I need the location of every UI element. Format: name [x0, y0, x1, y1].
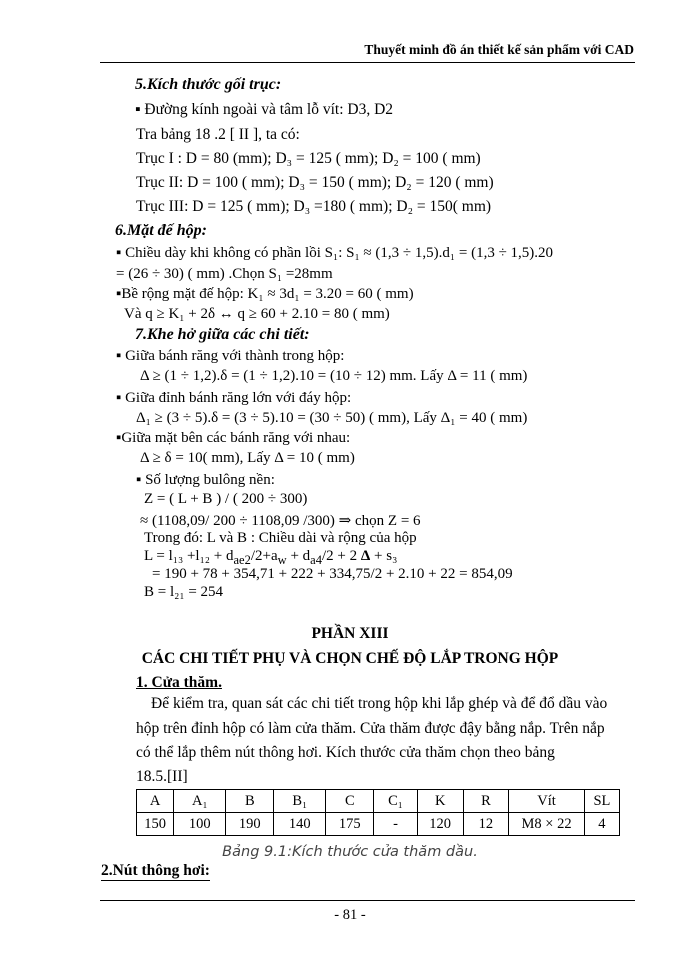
section7-line: Δ ≥ δ = 10( mm), Lấy Δ = 10 ( mm): [140, 450, 355, 466]
inspection-para-line: Để kiểm tra, quan sát các chi tiết trong hộp khi lắp ghép và để đổ dầu vào: [151, 695, 608, 712]
header-cell: B: [226, 790, 274, 813]
section7-line: Δ₁ ≥ (3 ÷ 5).δ = (3 ÷ 5).10 = (30 ÷ 50) ( mm), Lấy Δ₁ = 40 ( mm): [136, 410, 528, 426]
footer-rule: [100, 900, 635, 901]
inspection-para-line: 18.5.[II]: [136, 768, 188, 785]
section7-line: ▪ Giữa bánh răng với thành trong hộp:: [116, 348, 345, 364]
value-cell: 4: [584, 813, 619, 836]
part-subtitle: CÁC CHI TIẾT PHỤ VÀ CHỌN CHẾ ĐỘ LẮP TRONG HỘP: [141, 650, 559, 667]
value-cell: 120: [417, 813, 463, 836]
section7-line: ▪Giữa mặt bên các bánh răng với nhau:: [116, 430, 351, 446]
part-title: PHẦN XIII: [311, 625, 389, 642]
bolts-title: ▪ Số lượng bulông nền:: [136, 472, 275, 488]
header-cell: C: [326, 790, 374, 813]
shaft-row: Trục I : D = 80 (mm); D₃ = 125 ( mm); D₂ = 100 ( mm): [136, 150, 481, 167]
inspection-heading: 1. Cửa thăm.: [136, 674, 222, 691]
section6-line: ▪Bề rộng mặt đế hộp: K₁ ≈ 3d₁ = 3.20 = 60 ( mm): [116, 286, 414, 302]
header-title: Thuyết minh đồ án thiết kế sản phẩm với CAD: [364, 42, 634, 57]
header-cell: Vít: [509, 790, 585, 813]
section5-heading: 5.Kích thước gối trục:: [135, 76, 282, 93]
value-cell: 150: [137, 813, 174, 836]
value-cell: M8 × 22: [509, 813, 585, 836]
shaft-row: Trục III: D = 125 ( mm); D₃ =180 ( mm); D₂ = 150( mm): [136, 198, 492, 215]
bolts-l-formula: $L = l_{13} +l_{12} + d_{ae2}/2+a_w + d_{a4}/2 + 2$ Δ + s₃: [144, 548, 398, 567]
section7-line: ▪ Giữa đỉnh bánh răng lớn với đáy hộp:: [116, 390, 352, 406]
value-cell: 175: [326, 813, 374, 836]
shaft-row: Trục II: D = 100 ( mm); D₃ = 150 ( mm); D₂ = 120 ( mm): [136, 174, 494, 191]
header-cell: C₁: [374, 790, 418, 813]
bolts-approx: ≈ (1108,09/ 200 ÷ 1108,09 /300) ⇒ chọn Z = 6: [140, 513, 421, 529]
section6-line: = (26 ÷ 30) ( mm) .Chọn S₁ =28mm: [116, 266, 333, 282]
table-header-row: [137, 790, 620, 813]
bolts-formula: Z = ( L + B ) / ( 200 ÷ 300): [144, 491, 308, 507]
header-cell: B₁: [274, 790, 326, 813]
page-number: - 81 -: [334, 907, 366, 923]
value-cell: 190: [226, 813, 274, 836]
inspection-para-line: hộp trên đỉnh hộp có làm cửa thăm. Cửa thăm được đậy bằng nắp. Trên nắp: [136, 720, 605, 737]
section6-line: ▪ Chiều dày khi không có phần lồi S₁: S₁ ≈ (1,3 ÷ 1,5).d₁ = (1,3 ÷ 1,5).20: [116, 245, 554, 261]
section6-heading: 6.Mặt đế hộp:: [115, 222, 207, 239]
header-cell: K: [417, 790, 463, 813]
section7-line: Δ ≥ (1 ÷ 1,2).δ = (1 ÷ 1,2).10 = (10 ÷ 12) mm. Lấy Δ = 11 ( mm): [140, 368, 528, 384]
table-row: [137, 813, 620, 836]
section7-heading: 7.Khe hở giữa các chi tiết:: [135, 326, 310, 343]
header-cell: SL: [584, 790, 619, 813]
bolts-where: Trong đó: L và B : Chiều dài và rộng của hộp: [144, 530, 417, 546]
value-cell: 12: [463, 813, 509, 836]
value-cell: -: [374, 813, 418, 836]
header-rule: [100, 62, 635, 63]
header-cell: A: [137, 790, 174, 813]
header-cell: A₁: [174, 790, 226, 813]
value-cell: 100: [174, 813, 226, 836]
header-cell: R: [463, 790, 509, 813]
section5-bullet: ▪ Đường kính ngoài và tâm lỗ vít: D3, D2: [135, 101, 394, 118]
inspection-door-table: [136, 789, 620, 836]
section5-lookup: Tra bảng 18 .2 [ II ], ta có:: [136, 126, 300, 143]
table-caption: Bảng 9.1:Kích thước cửa thăm dầu.: [222, 844, 478, 860]
bolts-l-value: = 190 + 78 + 354,71 + 222 + 334,75/2 + 2.10 + 22 = 854,09: [152, 566, 513, 582]
value-cell: 140: [274, 813, 326, 836]
bolts-b-formula: B = l₂₁ = 254: [144, 584, 224, 600]
inspection-para-line: có thể lắp thêm nút thông hơi. Kích thước cửa thăm chọn theo bảng: [136, 744, 555, 761]
section6-line: Và q ≥ K₁ + 2δ ↔ q ≥ 60 + 2.10 = 80 ( mm): [124, 306, 390, 322]
vent-heading: 2.Nút thông hơi:: [101, 862, 210, 879]
